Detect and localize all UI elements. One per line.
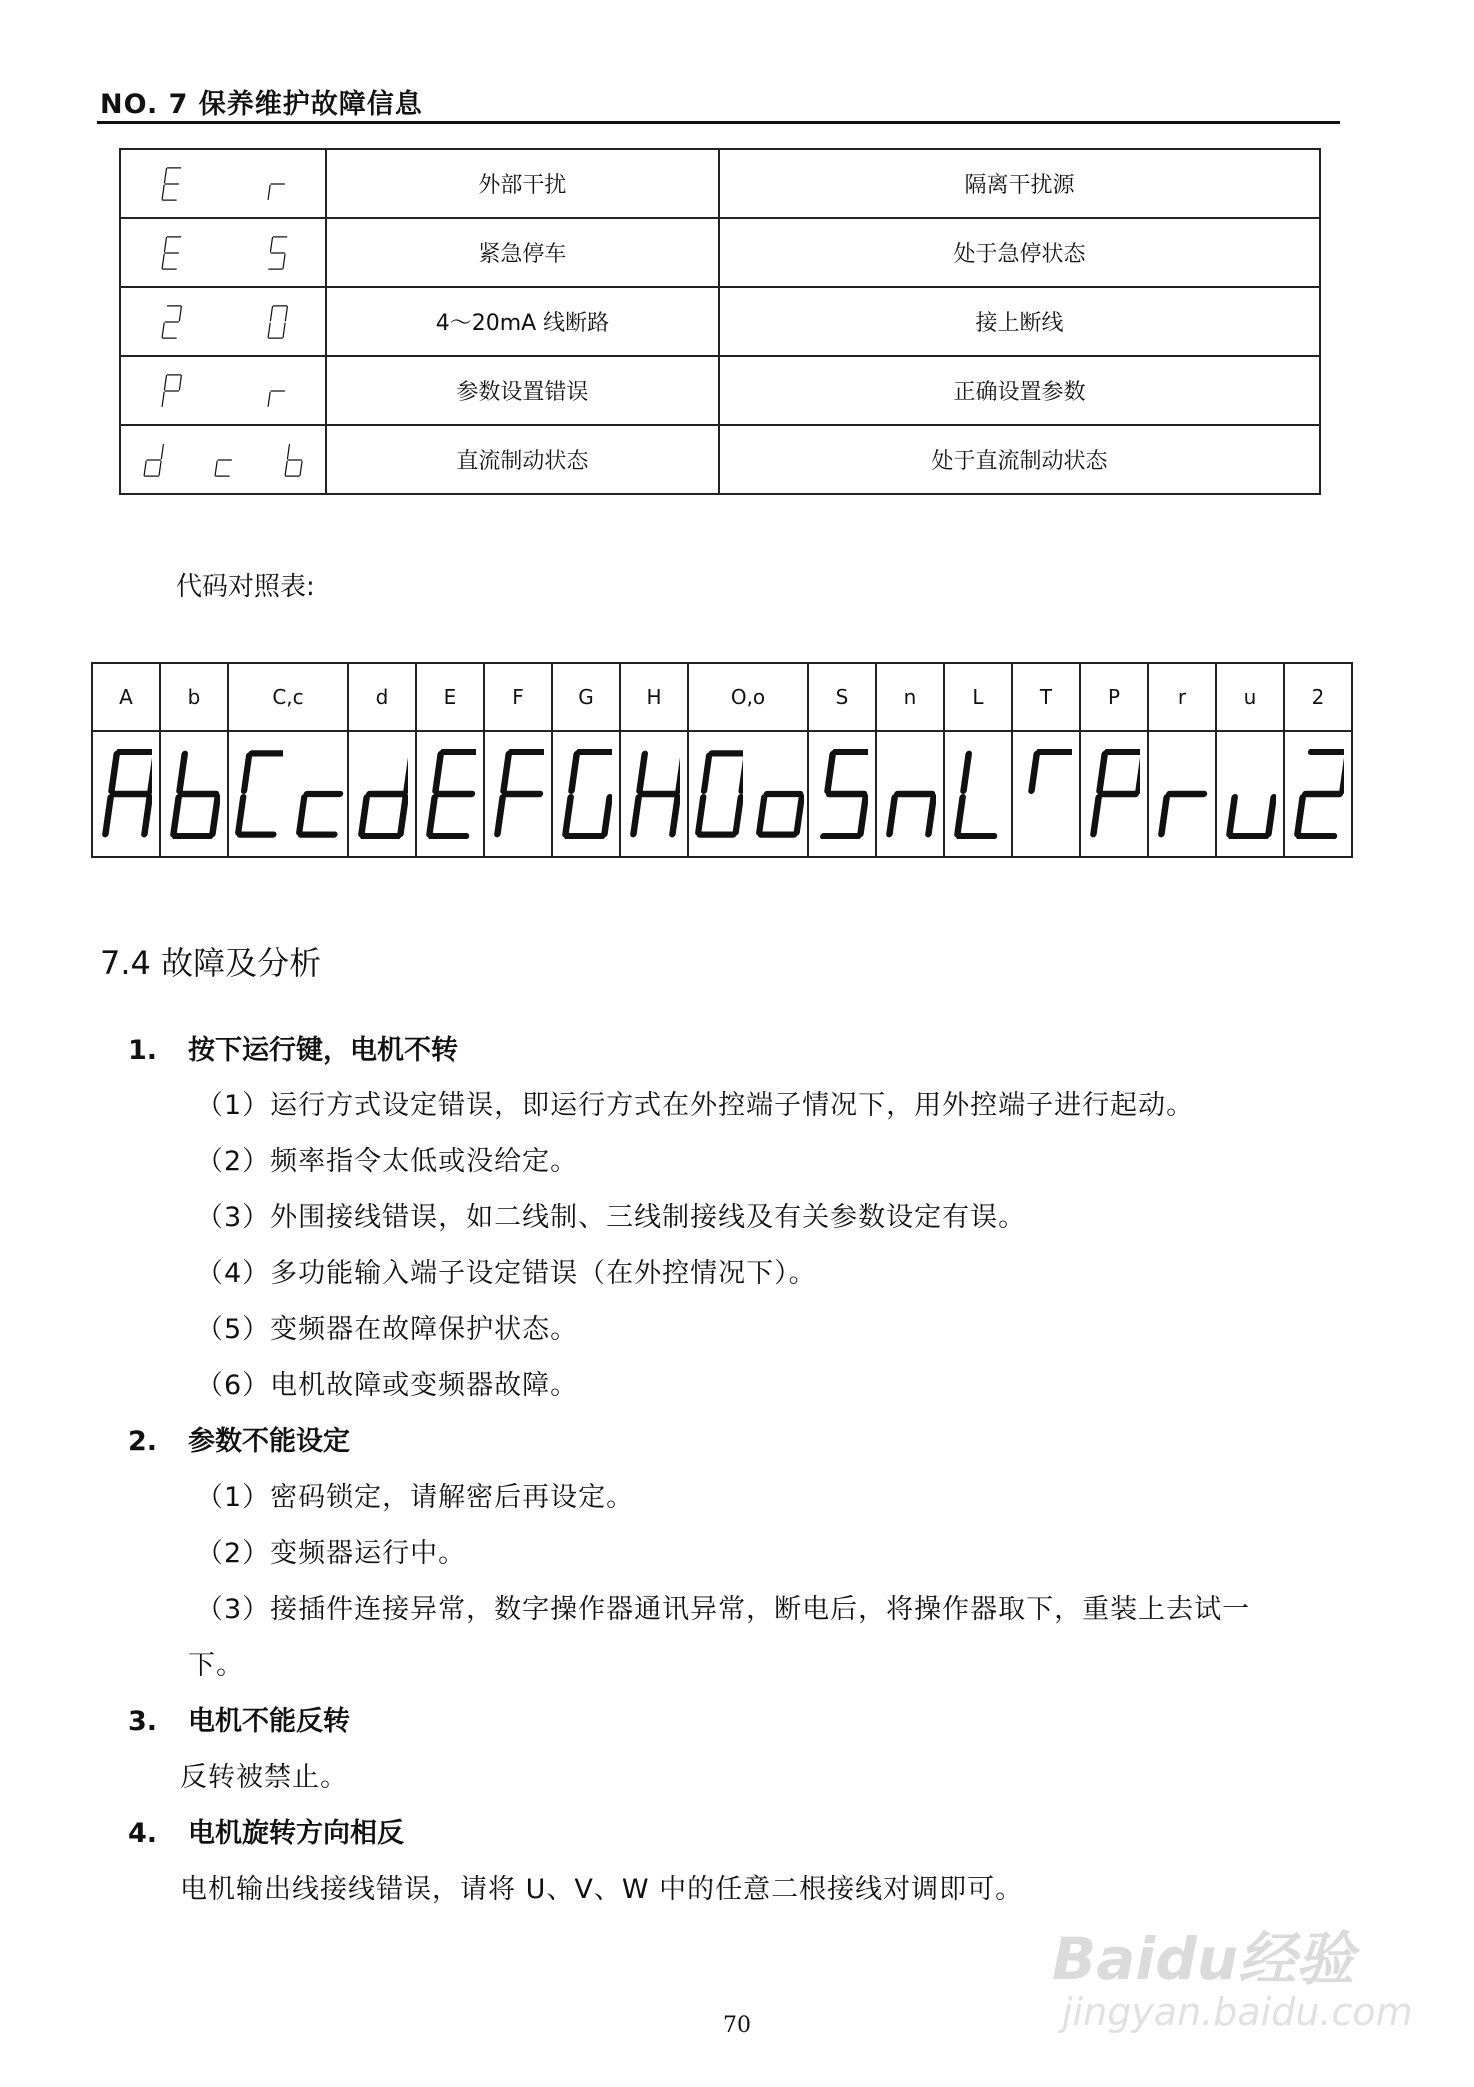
segment-f <box>164 237 166 251</box>
list-item-line: 下。 <box>188 1650 244 1681</box>
segment-e <box>759 797 764 832</box>
code-glyph-cell <box>876 731 944 857</box>
segment-e <box>1093 797 1098 834</box>
fault-description-cell: 直流制动状态 <box>326 425 719 494</box>
segment-f <box>270 237 272 251</box>
seven-segment-glyph <box>158 236 182 270</box>
fault-code-cell <box>120 287 326 356</box>
code-glyph-cell <box>808 731 876 857</box>
segment-b <box>1343 754 1344 791</box>
seven-segment-glyph <box>233 749 283 839</box>
list-item-line: （1）密码锁定，请解密后再设定。 <box>196 1482 635 1513</box>
fault-description-cell: 外部干扰 <box>326 149 719 218</box>
segment-c <box>860 797 865 834</box>
code-glyph-cell <box>92 731 160 857</box>
list-item-line: （1）运行方式设定错误，即运行方式在外控端子情况下，用外控端子进行起动。 <box>196 1090 1195 1121</box>
seven-segment-glyph <box>211 443 235 477</box>
segment-c <box>604 797 609 834</box>
code-label-cell: L <box>944 663 1012 731</box>
code-glyph-cell <box>484 731 552 857</box>
code-glyph-cell <box>688 731 808 857</box>
segment-e <box>162 254 164 268</box>
fault-action-cell: 正确设置参数 <box>719 356 1320 425</box>
list-item-text: 反转被禁止。 <box>180 1762 348 1793</box>
segment-b <box>162 444 164 458</box>
seven-segment-glyph <box>1156 749 1208 839</box>
fault-code <box>121 443 325 477</box>
segment-e <box>162 392 164 406</box>
seven-segment-glyph <box>693 749 743 839</box>
fault-code-table <box>119 148 1321 495</box>
fault-code-cell <box>120 218 326 287</box>
segment-f <box>112 754 117 791</box>
segment-e <box>162 323 164 337</box>
table-row <box>120 218 1320 287</box>
code-label-cell: H <box>620 663 688 731</box>
code-glyph-cell <box>620 731 688 857</box>
code-caption: 代码对照表: <box>176 572 315 602</box>
segment-e <box>633 797 638 834</box>
list-item-line: （5）变频器在故障保护状态。 <box>196 1314 579 1345</box>
segment-f <box>1032 754 1037 791</box>
table-row <box>120 287 1320 356</box>
seven-segment-glyph <box>628 749 680 839</box>
segment-e <box>698 797 703 832</box>
segment-e <box>173 797 178 834</box>
fault-description-cell: 4～20mA 线断路 <box>326 287 719 356</box>
seven-segment-glyph <box>158 374 182 408</box>
table-row <box>120 425 1320 494</box>
segment-c <box>144 797 149 834</box>
seven-segment-glyph <box>1088 749 1140 839</box>
segment-b <box>1139 754 1140 791</box>
code-label-cell: u <box>1216 663 1284 731</box>
segment-e <box>286 461 288 475</box>
code-glyph-cell <box>416 731 484 857</box>
segment-b <box>151 754 152 791</box>
segment-e <box>215 461 217 475</box>
list-item-line: （6）电机故障或变频器故障。 <box>196 1370 579 1401</box>
list-item-heading: 4. 电机旋转方向相反 <box>128 1818 404 1849</box>
segment-f <box>436 754 441 791</box>
code-label-cell: T <box>1012 663 1080 731</box>
segment-c <box>735 797 740 832</box>
fault-code <box>121 167 325 201</box>
fault-description-cell: 参数设置错误 <box>326 356 719 425</box>
code-glyph-cell <box>1148 731 1216 857</box>
fault-action-cell: 隔离干扰源 <box>719 149 1320 218</box>
segment-e <box>105 797 110 834</box>
code-label-cell: A <box>92 663 160 731</box>
seven-segment-glyph <box>158 305 182 339</box>
segment-e <box>238 797 243 832</box>
code-label-cell: b <box>160 663 228 731</box>
seven-segment-glyph <box>1020 749 1072 839</box>
code-glyph-cell <box>228 731 348 857</box>
watermark-brand: Baidu经验 <box>1052 1925 1355 1993</box>
seven-segment-glyph <box>816 749 868 839</box>
segment-c <box>212 797 217 834</box>
segment-b <box>179 375 181 389</box>
segment-f <box>288 444 290 458</box>
segment-b <box>679 754 680 791</box>
segment-b <box>179 306 181 320</box>
segment-c <box>159 461 161 475</box>
fault-action-cell: 接上断线 <box>719 287 1320 356</box>
segment-f <box>828 754 833 791</box>
code-label-cell: G <box>552 663 620 731</box>
list-item-line: （2）频率指令太低或没给定。 <box>196 1146 579 1177</box>
code-glyph-cell <box>1216 731 1284 857</box>
segment-e <box>889 797 894 834</box>
code-label-cell: S <box>808 663 876 731</box>
list-item-line: （3）外围接线错误，如二线制、三线制接线及有关参数设定有误。 <box>196 1202 1027 1233</box>
code-label-cell: E <box>416 663 484 731</box>
seven-segment-glyph <box>158 167 182 201</box>
fault-code <box>121 236 325 270</box>
segment-f <box>964 754 969 791</box>
segment-c <box>672 797 677 834</box>
table-row <box>120 356 1320 425</box>
watermark-url: jingyan.baidu.com <box>1062 1990 1413 2034</box>
segment-c <box>1268 797 1273 834</box>
code-label-cell: C,c <box>228 663 348 731</box>
fault-code-cell <box>120 356 326 425</box>
code-label-cell: n <box>876 663 944 731</box>
seven-segment-glyph <box>754 749 804 839</box>
seven-segment-glyph <box>264 374 288 408</box>
segment-e <box>162 185 164 199</box>
page-header: NO. 7 保养维护故障信息 <box>100 89 423 120</box>
seven-segment-glyph <box>264 167 288 201</box>
segment-e <box>1161 797 1166 834</box>
seven-segment-glyph <box>356 749 408 839</box>
list-item-heading: 3. 电机不能反转 <box>128 1706 350 1737</box>
segment-e <box>144 461 146 475</box>
code-reference-table <box>91 662 1353 858</box>
fault-code-cell <box>120 425 326 494</box>
code-glyph-cell <box>1080 731 1148 857</box>
seven-segment-glyph <box>294 749 344 839</box>
fault-description-cell: 紧急停车 <box>326 218 719 287</box>
segment-c <box>796 797 801 832</box>
list-item-text: 电机输出线接线错误，请将 U、V、W 中的任意二根接线对调即可。 <box>180 1874 1024 1905</box>
list-item-heading: 2. 参数不能设定 <box>128 1426 350 1457</box>
code-glyph-cell <box>944 731 1012 857</box>
code-label-cell: d <box>348 663 416 731</box>
code-glyph-cell <box>1012 731 1080 857</box>
page-number: 70 <box>723 2013 751 2038</box>
segment-f <box>572 754 577 791</box>
segment-e <box>497 797 502 834</box>
code-glyph-cell <box>552 731 620 857</box>
segment-f <box>164 168 166 182</box>
segment-f <box>164 375 166 389</box>
seven-segment-glyph <box>560 749 612 839</box>
segment-f <box>704 755 709 790</box>
segment-c <box>283 323 285 337</box>
segment-e <box>361 797 366 834</box>
code-glyph-cell <box>1284 731 1352 857</box>
table-row <box>120 149 1320 218</box>
fault-code <box>121 305 325 339</box>
segment-e <box>268 392 270 406</box>
segment-e <box>429 797 434 834</box>
segment-b <box>285 306 287 320</box>
segment-e <box>565 797 570 834</box>
code-label-cell: P <box>1080 663 1148 731</box>
seven-segment-glyph <box>281 443 305 477</box>
fault-code <box>121 374 325 408</box>
section-title: 7.4 故障及分析 <box>100 944 322 982</box>
segment-e <box>268 185 270 199</box>
code-glyph-cell <box>348 731 416 857</box>
segment-e <box>299 797 304 832</box>
list-item-heading: 1. 按下运行键，电机不转 <box>128 1035 458 1066</box>
seven-segment-glyph <box>1224 749 1276 839</box>
segment-e <box>957 797 962 834</box>
segment-f <box>270 306 272 320</box>
segment-f <box>244 755 249 790</box>
segment-c <box>300 461 302 475</box>
segment-f <box>180 754 185 791</box>
header-rule <box>97 121 1340 124</box>
seven-segment-glyph <box>264 305 288 339</box>
segment-c <box>283 254 285 268</box>
fault-action-cell: 处于急停状态 <box>719 218 1320 287</box>
segment-b <box>741 755 742 790</box>
list-item-line: （3）接插件连接异常，数字操作器通讯异常，断电后，将操作器取下，重装上去试一 <box>196 1594 1251 1625</box>
code-glyph-cell <box>160 731 228 857</box>
segment-b <box>407 754 408 791</box>
seven-segment-glyph <box>492 749 544 839</box>
segment-e <box>1229 797 1234 834</box>
segment-c <box>928 797 933 834</box>
baidu-watermark <box>1052 1902 1413 2042</box>
code-label-cell: 2 <box>1284 663 1352 731</box>
seven-segment-glyph <box>1292 749 1344 839</box>
code-label-cell: F <box>484 663 552 731</box>
segment-f <box>640 754 645 791</box>
seven-segment-glyph <box>952 749 1004 839</box>
fault-action-cell: 处于直流制动状态 <box>719 425 1320 494</box>
code-label-cell: O,o <box>688 663 808 731</box>
code-label-cell: r <box>1148 663 1216 731</box>
seven-segment-glyph <box>140 443 164 477</box>
segment-f <box>1100 754 1105 791</box>
segment-f <box>504 754 509 791</box>
segment-e <box>1297 797 1302 834</box>
seven-segment-glyph <box>168 749 220 839</box>
segment-c <box>400 797 405 834</box>
seven-segment-glyph <box>884 749 936 839</box>
list-item-line: （2）变频器运行中。 <box>196 1538 467 1569</box>
seven-segment-glyph <box>100 749 152 839</box>
segment-e <box>268 323 270 337</box>
list-item-line: （4）多功能输入端子设定错误（在外控情况下）。 <box>196 1258 817 1289</box>
fault-code-cell <box>120 149 326 218</box>
seven-segment-glyph <box>424 749 476 839</box>
seven-segment-glyph <box>264 236 288 270</box>
